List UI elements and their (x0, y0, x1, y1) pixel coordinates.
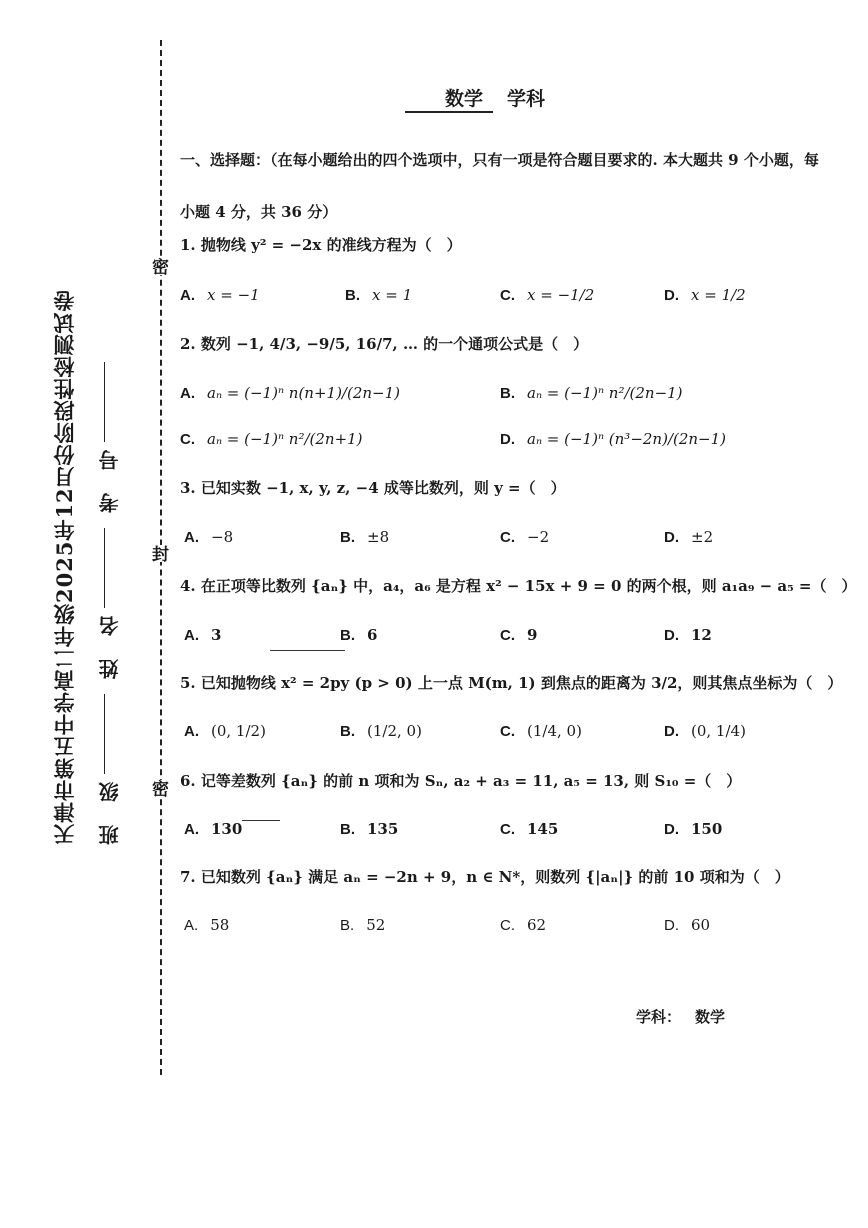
q3-option-a: A. −8 (184, 528, 234, 546)
q5-option-a: A. (0, 1/2) (184, 722, 266, 740)
q5-option-d: D. (0, 1/4) (664, 722, 746, 740)
question-1-stem: 1. 抛物线 y² = −2x 的准线方程为（ ） (180, 236, 462, 254)
q3-option-b: B. ±8 (340, 528, 390, 546)
subject-blank: 数学 (405, 84, 493, 113)
class-field-line[interactable] (104, 694, 105, 774)
question-3-stem: 3. 已知实数 −1, x, y, z, −4 成等比数列，则 y =（ ） (180, 479, 566, 497)
q7-option-d: D. 60 (664, 916, 711, 934)
q5-option-c: C. (1/4, 0) (500, 722, 582, 740)
question-6-stem: 6. 记等差数列 {aₙ} 的前 n 项和为 Sₙ, a₂ + a₃ = 11, a₅ = 13, 则 S₁₀ =（ ） (180, 772, 742, 790)
pen-mark-1 (270, 650, 345, 651)
footer-value: 数学 (695, 1008, 726, 1026)
q6-option-b: B. 135 (340, 820, 399, 838)
q5-option-b: B. (1/2, 0) (340, 722, 422, 740)
q2-option-d: D. aₙ = (−1)ⁿ (n³−2n)/(2n−1) (500, 430, 727, 448)
q3-option-d: D. ±2 (664, 528, 714, 546)
q4-option-a: A. 3 (184, 626, 222, 644)
q1-option-b: B. x = 1 (345, 286, 413, 304)
q3-option-c: C. −2 (500, 528, 550, 546)
class-field-label: 班 级 (98, 774, 122, 845)
q2-option-c: C. aₙ = (−1)ⁿ n²/(2n+1) (180, 430, 363, 448)
pen-mark-2 (242, 820, 280, 821)
q6-option-d: D. 150 (664, 820, 723, 838)
seal-char-1: 密 (145, 258, 171, 275)
exam-title-vertical: 天津市第五中学高二年级2025年12月份阶段性检测试卷 (52, 289, 77, 845)
name-field-line[interactable] (104, 528, 105, 608)
footer-subject (636, 1006, 725, 1027)
q4-option-d: D. 12 (664, 626, 712, 644)
q2-option-a: A. aₙ = (−1)ⁿ n(n+1)/(2n−1) (180, 384, 401, 402)
q4-option-c: C. 9 (500, 626, 538, 644)
seal-char-3: 密 (145, 780, 171, 797)
question-7-stem: 7. 已知数列 {aₙ} 满足 aₙ = −2n + 9，n ∈ N*，则数列 {|aₙ|} 的前 10 项和为（ ） (180, 868, 790, 886)
subject-title (405, 84, 545, 113)
question-4-stem: 4. 在正项等比数列 {aₙ} 中，a₄，a₆ 是方程 x² − 15x + 9 = 0 的两个根，则 a₁a₉ − a₅ =（ ） (180, 577, 857, 595)
section-heading: 一、选择题：（在每小题给出的四个选项中，只有一项是符合题目要求的. 本大题共 9 个小题，每小题 4 分，共 36 分） (180, 151, 819, 221)
q1-option-a: A. x = −1 (180, 286, 260, 304)
name-field-label: 姓 名 (98, 608, 122, 680)
footer-label: 学科： (636, 1008, 682, 1026)
seal-char-2: 封 (145, 545, 171, 562)
q6-option-a: A. 130 (184, 820, 243, 838)
subject-suffix: 学科 (507, 88, 546, 110)
q7-option-a: A. 58 (184, 916, 230, 934)
question-2-stem: 2. 数列 −1, 4/3, −9/5, 16/7, … 的一个通项公式是（ ） (180, 335, 589, 353)
student-info-fields (95, 285, 124, 845)
q1-option-c: C. x = −1/2 (500, 286, 595, 304)
q2-option-b: B. aₙ = (−1)ⁿ n²/(2n−1) (500, 384, 683, 402)
q4-option-b: B. 6 (340, 626, 378, 644)
id-field-line[interactable] (104, 362, 105, 442)
q7-option-b: B. 52 (340, 916, 386, 934)
q1-option-d: D. x = 1/2 (664, 286, 746, 304)
q6-option-c: C. 145 (500, 820, 559, 838)
id-field-label: 考 号 (98, 442, 122, 514)
q7-option-c: C. 62 (500, 916, 547, 934)
question-5-stem: 5. 已知抛物线 x² = 2py (p > 0) 上一点 M(m, 1) 到焦点的距离为 3/2，则其焦点坐标为（ ） (180, 674, 843, 692)
